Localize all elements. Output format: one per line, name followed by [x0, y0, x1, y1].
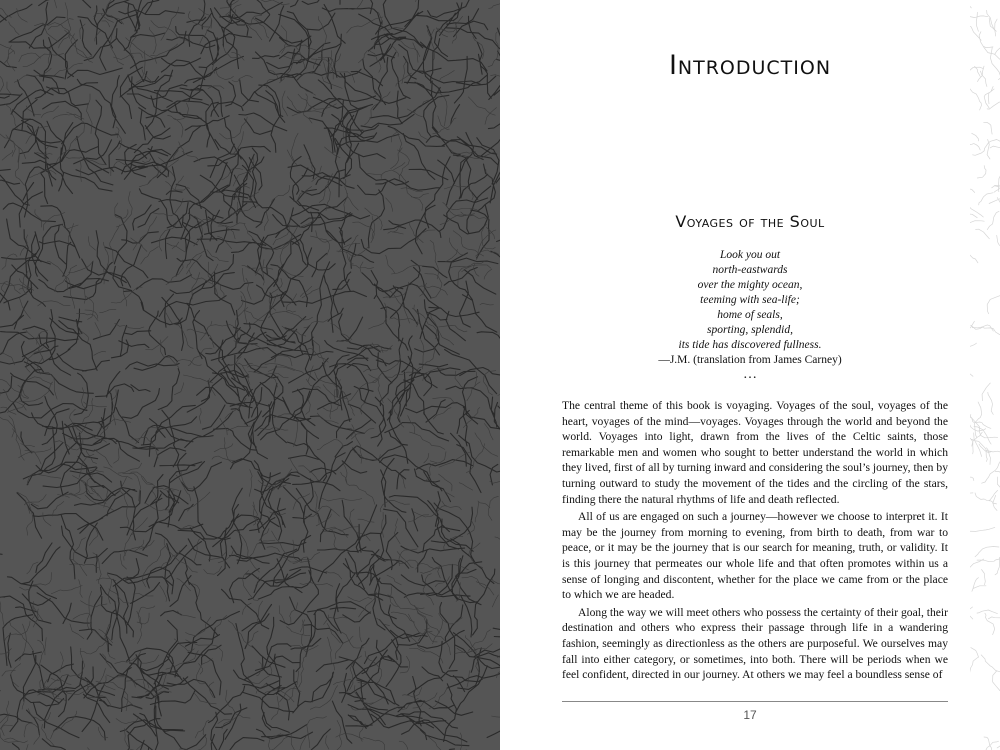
page-number: 17 [743, 708, 757, 722]
poem-line: teeming with sea-life; [700, 294, 800, 306]
section-ellipsis: … [743, 367, 757, 382]
poem-line: north-eastwards [712, 264, 788, 276]
poem-line: over the mighty ocean, [697, 279, 803, 291]
body-text [562, 398, 948, 685]
section-title: Voyages of the Soul [675, 212, 825, 231]
paragraph: The central theme of this book is voyaging. Voyages of the soul, voyages of the heart, voyages of the mind—voyages. Voyages through the world and beyond the world. Voyages into light, drawn from the lives of the Celtic saints, those remarkable men and women who sought to better understand the world in which they lived, first of all by turning inward and considering the soul’s journey, then by turning outward to study the movement of the tides and the circling of the stars, finding there the natural rhythms of life and death reflected. [562, 399, 948, 506]
footer-rule [562, 701, 948, 702]
chapter-title: Introduction [668, 50, 832, 81]
poem-line: Look you out [719, 249, 781, 261]
poem-line: home of seals, [717, 309, 783, 321]
poem-line: sporting, splendid, [707, 324, 793, 336]
epigraph-poem [500, 248, 1000, 368]
paragraph: All of us are engaged on such a journey—however we choose to interpret it. It may be the journey from morning to evening, from birth to death, from war to peace, or it may be the journey that is our search for meaning, truth, or validity. It is this journey that permeates our whole life and that often promotes within us a sense of longing and discontent, whether for the place we came from or the place to which we are headed. [562, 510, 948, 602]
paragraph: Along the way we will meet others who possess the certainty of their goal, their destination and others who express their passage through life in a wandering fashion, seemingly as directionless as the others are purposeful. We ourselves may fall into either category, or sometimes, into both. There will be periods when we feel confident, directed in our journey. At others we may feel a boundless sense of [562, 605, 948, 682]
poem-attribution: —J.M. (translation from James Carney) [658, 354, 842, 366]
poem-line: its tide has discovered fullness. [678, 339, 822, 351]
right-page [500, 0, 1000, 750]
